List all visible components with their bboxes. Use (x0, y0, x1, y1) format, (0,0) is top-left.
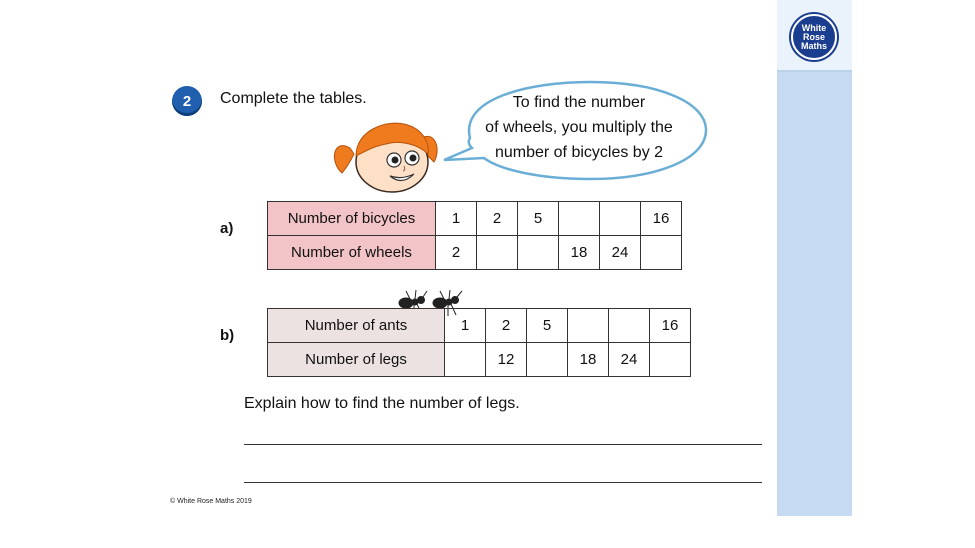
explain-prompt: Explain how to find the number of legs. (244, 395, 520, 412)
answer-cell[interactable] (641, 236, 682, 270)
right-sidebar (777, 0, 852, 516)
table-cell: 16 (641, 202, 682, 236)
answer-cell[interactable] (600, 202, 641, 236)
answer-line[interactable] (244, 482, 762, 483)
table-cell: 24 (609, 343, 650, 377)
table-cell: 5 (518, 202, 559, 236)
part-a-label: a) (220, 220, 234, 237)
ants-row-header: Number of ants (268, 309, 445, 343)
answer-cell[interactable] (445, 343, 486, 377)
table-cell: 18 (568, 343, 609, 377)
answer-cell[interactable] (650, 343, 691, 377)
answer-cell[interactable] (518, 236, 559, 270)
speech-bubble-text (468, 90, 690, 165)
ants-table (267, 308, 691, 377)
table-cell: 5 (527, 309, 568, 343)
table-cell: 18 (559, 236, 600, 270)
table-row (268, 343, 691, 377)
answer-cell[interactable] (477, 236, 518, 270)
table-cell: 1 (445, 309, 486, 343)
sidebar-header (777, 0, 852, 72)
answer-line[interactable] (244, 444, 762, 445)
question-number-badge: 2 (172, 86, 202, 116)
table-cell: 1 (436, 202, 477, 236)
logo-line-3: Maths (800, 40, 827, 51)
table-row (268, 202, 682, 236)
speech-line-3: number of bicycles by 2 (494, 144, 664, 161)
wheels-row-header: Number of wheels (268, 236, 436, 270)
logo-line-1: White (801, 22, 827, 33)
speech-line-2: of wheels, you multiply the (485, 119, 673, 136)
table-row (268, 236, 682, 270)
legs-row-header: Number of legs (268, 343, 445, 377)
white-rose-maths-logo (791, 14, 837, 60)
part-b-label: b) (220, 327, 235, 344)
girl-character-illustration (330, 118, 440, 198)
table-cell: 2 (436, 236, 477, 270)
table-cell: 16 (650, 309, 691, 343)
table-row (268, 309, 691, 343)
bicycles-table (267, 201, 682, 270)
answer-cell[interactable] (527, 343, 568, 377)
table-cell: 2 (486, 309, 527, 343)
speech-line-1: To find the number (512, 94, 646, 111)
table-cell: 12 (486, 343, 527, 377)
table-cell: 2 (477, 202, 518, 236)
table-cell: 24 (600, 236, 641, 270)
answer-cell[interactable] (609, 309, 650, 343)
logo-line-2: Rose (802, 31, 825, 42)
answer-cell[interactable] (568, 309, 609, 343)
bicycles-row-header: Number of bicycles (268, 202, 436, 236)
answer-cell[interactable] (559, 202, 600, 236)
copyright-footer: © White Rose Maths 2019 (170, 498, 252, 505)
question-instruction: Complete the tables. (220, 90, 367, 107)
